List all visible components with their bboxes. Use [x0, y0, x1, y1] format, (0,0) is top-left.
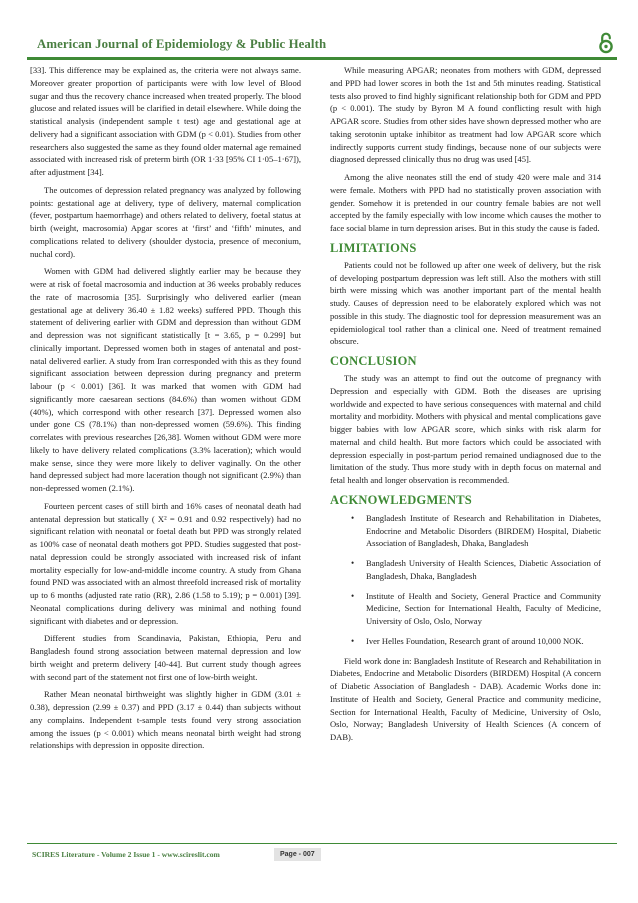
acknowledgments-heading: ACKNOWLEDGMENTS: [330, 492, 472, 507]
fieldwork-paragraph: Field work done in: Bangladesh Institute of Research and Rehabilitation in Diabetes, Endocrine and Metabolic Disorders (BIRDEM) Hospital (A concern of Diabetic Association of Bangladesh - DAB). Academic Works done in: Institute of Health and Society, General Practice and community medicine, Section for International Health, Faculty of Medicine, University of Oslo, Oslo, Norway; Bangladesh University of Health Sciences (A concern of DAB).: [330, 655, 601, 742]
limitations-heading: LIMITATIONS: [330, 240, 417, 255]
journal-title: American Journal of Epidemiology & Public Health: [37, 36, 327, 51]
body-paragraph: Different studies from Scandinavia, Pakistan, Ethiopia, Peru and Bangladesh found strong association between maternal depression and low birth weight and preterm delivery [40-44]. But current study though agrees with second part of the statement not first one of low-birth weight.: [30, 633, 301, 682]
open-access-lock-icon: [598, 31, 614, 55]
conclusion-heading: CONCLUSION: [330, 354, 417, 368]
acknowledgment-item: • Bangladesh University of Health Sciences, Diabetic Association of Bangladesh, Dhaka, Bangladesh: [354, 557, 601, 583]
right-column: [330, 64, 601, 749]
footer-journal-line: SCIRES Literature - Volume 2 Issue 1 - www.scireslit.com: [32, 850, 220, 859]
footer-rule: [27, 843, 617, 844]
body-paragraph: Fourteen percent cases of still birth and 16% cases of neonatal death had antenatal depression but statically ( Χ² = 0.91 and 0.92 respectively) had no significant relation with neonatal or foetal death but PPD was strongly related as 100% case of neonatal death mothers got PPD. Studies suggested that post-natal depression could be strongly associated with increased risk of infant mortality especially for low-and-middle income country. A study from Ghana found PND was associated with an almost threefold increased risk of mortality up to 6 months (adjusted rate ratio (RR), 2.86 (1.58 to 5.19); p = 0.001) [39]. Neonatal complications during delivery was minimal and nothing found significant with diabetes and or depression.: [30, 500, 301, 626]
body-paragraph: Among the alive neonates still the end of study 420 were male and 314 were female. Mothers with PPD had no statistically proven association with gender. Somehow it is pretended in our country female babies are not well accepted by the family especially with low income which causes the mother to face social blame in turn depression arises. But in this study the cause is faded.: [330, 172, 601, 233]
body-paragraph: Women with GDM had delivered slightly earlier may be because they were at risk of foetal macrosomia and induction at 36 weeks probably reduces the rate of macrosomia [35]. Surprisingly who delivered earlier (mean gestational age at delivery 36.40 ± 1.82 weeks) suffered PPD. Though this statement of delivering earlier with GDM and depression than without GDM and depression was not significant statistically [t = 3.65, p = 0.299] but clinically important. Depressed women both in stages of antenatal and post-natal delivered earlier. A study from Iran corresponded with this as they found significant association between depression during pregnancy and preterm labour (p < 0.001) [36]. It was marked that women with GDM had significantly more caesarean sections (84.6%) than women without GDM (40%), which correspond with other research [37]. Depressed women also under gone CS (78.1%) than non-depressed women (59.6%). This finding correlates with previous researches [26,38]. Women without GDM were more likely to have delivery related complications (3.3% laceration); which would make sense, since they were more likely to deliver vaginally. On the other hand depressed subject had more laceration though not significant (2.9%) than non-depressed women (2.1%).: [30, 266, 301, 493]
body-paragraph: Rather Mean neonatal birthweight was slightly higher in GDM (3.01 ± 0.38), depression (2.99 ± 0.37) and PPD (3.17 ± 0.44) than subjects without any complains. Independent t-sample tests found very strong association among the issues (p < 0.001) which means neonatal birth weight had strong relationships with depression in opposite direction.: [30, 689, 301, 751]
limitations-paragraph: Patients could not be followed up after one week of delivery, but the risk of developing postpartum depression was left still. Also the mothers with still birth were missing which was another important part of the mental health study. Causes of depression need to be elaborately explored which was not possible in this study. The diagnostic tool for depression measurement was an epidemiological tool rather than a clinical one. Need of treatment remained obscure.: [330, 259, 601, 347]
conclusion-paragraph: The study was an attempt to find out the outcome of pregnancy with Depression and especially with GDM. Both the diseases are uprising worldwide and expected to have serious consequences with maternal and child mortality and morbidity. Mothers with physical and mental complications gave bigger babies with low APGAR score, which sinks with risk alarm for maternal and child health. But more factors which could be associated with depression especially in post-partum period remained undiagnosed due to the limitation of the study. Thus more study with in depth focus on maternal and fetal health and longer observation is recommended.: [330, 373, 601, 485]
page-number: Page - 007: [274, 848, 321, 861]
acknowledgment-item: • Bangladesh Institute of Research and Rehabilitation in Diabetes, Endocrine and Metabolic Disorders (BIRDEM) Hospital, Diabetic Association of Bangladesh, Dhaka, Bangladesh: [354, 512, 601, 550]
acknowledgments-list: [330, 512, 601, 648]
acknowledgment-item: • Iver Helles Foundation, Research grant of around 10,000 NOK.: [354, 635, 601, 648]
body-paragraph: The outcomes of depression related pregnancy was analyzed by following points: gestational age at delivery, type of delivery, maternal complication (fever, postpartum haemorrhage) and others related to delivery, foetal status at birth (weight, macrosomia) Apgar scores at ‘first’ and ‘fifth’ minutes, and complications related to delivery (shoulder dystocia, presence of meconium, nuchal cord).: [30, 184, 301, 259]
header-rule: [27, 57, 617, 60]
body-paragraph: While measuring APGAR; neonates from mothers with GDM, depressed and PPD had lower scores in both the 1st and 5th minutes reading. Statistical tests also proved to find highly significant relationship both for GDM and PPD (p < 0.001). The study by Byron M A found conflicting result with high APGAR score. Studies from other sides have shown depressed mother who are taking serotonin uptake inhibitor as treatment had low APGAR score which indirectly supports current study findings, because none of our subjects were diagnosed depressed clinically thus no drug was used [45].: [330, 65, 601, 165]
journal-header: [27, 33, 617, 55]
acknowledgment-item: • Institute of Health and Society, General Practice and Community Medicine, Section for International Health, Faculty of Medicine, University of Oslo, Oslo, Norway: [354, 590, 601, 628]
body-paragraph: [33]. This difference may be explained as, the criteria were not always same. Moreover greater proportion of participants were with low level of Blood sugar and thus the recovery chance increased when treated properly. The blood glucose and related issues will be clarified in detail elsewhere. While doing the statistical analysis (independent sample t test) age and gestational age at delivery had a significant association with GDM (p < 0.01). Studies from other researchers also suggested the same as they found older maternal age remained associated with increased risk of preterm birth (OR 1·33 [95% CI 1·05–1·67]), after adjustment [34].: [30, 65, 301, 177]
left-column: [30, 64, 301, 757]
page-footer: [27, 843, 617, 867]
